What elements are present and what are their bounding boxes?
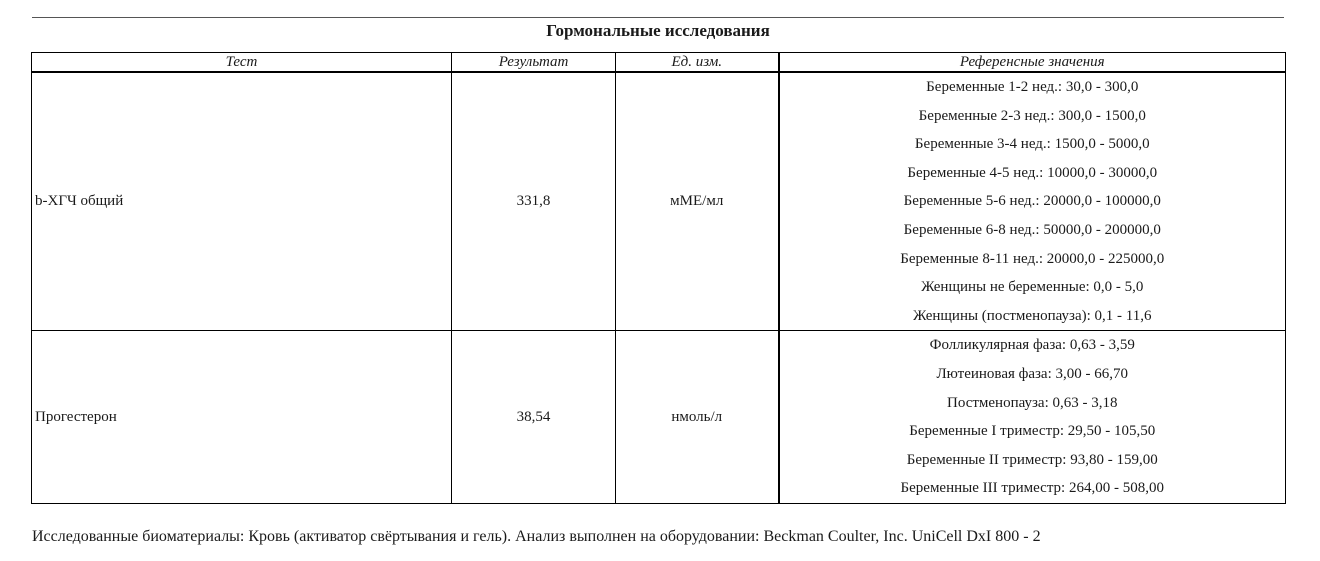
table-row — [32, 331, 1286, 504]
header-reference: Референсные значения — [779, 53, 1286, 73]
reference-line: Беременные II триместр: 93,80 - 159,00 — [906, 451, 1158, 468]
footer-note: Исследованные биоматериалы: Кровь (активатор свёртывания и гель). Анализ выполнен на оборудовании: Beckman Coulter, Inc. UniCell DxI 800 - 2 — [32, 528, 1041, 545]
reference-line: Женщины (постменопауза): 0,1 - 11,6 — [913, 307, 1152, 324]
reference-line: Женщины не беременные: 0,0 - 5,0 — [921, 279, 1144, 296]
reference-line: Постменопауза: 0,63 - 3,18 — [946, 394, 1118, 411]
test-name: b-ХГЧ общий — [32, 72, 452, 331]
reference-line: Лютеиновая фаза: 3,00 - 66,70 — [936, 365, 1128, 382]
unit-value: мМЕ/мл — [616, 72, 779, 331]
results-table — [31, 52, 1286, 504]
reference-line: Беременные 6-8 нед.: 50000,0 - 200000,0 — [903, 221, 1161, 238]
reference-line: Беременные 3-4 нед.: 1500,0 - 5000,0 — [914, 136, 1150, 153]
reference-line: Беременные 4-5 нед.: 10000,0 - 30000,0 — [907, 164, 1158, 181]
reference-line: Беременные 8-11 нед.: 20000,0 - 225000,0 — [900, 250, 1165, 267]
table-row — [32, 72, 1286, 331]
result-value: 38,54 — [452, 331, 616, 504]
reference-values — [779, 72, 1286, 331]
result-value: 331,8 — [452, 72, 616, 331]
table-header-row — [32, 53, 1286, 73]
reference-values — [779, 331, 1286, 504]
reference-line: Фолликулярная фаза: 0,63 - 3,59 — [929, 337, 1135, 354]
header-result: Результат — [452, 53, 616, 73]
reference-line: Беременные 5-6 нед.: 20000,0 - 100000,0 — [903, 193, 1161, 210]
header-test: Тест — [32, 53, 452, 73]
test-name: Прогестерон — [32, 331, 452, 504]
reference-line: Беременные III триместр: 264,00 - 508,00 — [900, 480, 1164, 497]
section-title: Гормональные исследования — [546, 21, 770, 40]
reference-line: Беременные 2-3 нед.: 300,0 - 1500,0 — [918, 107, 1146, 124]
unit-value: нмоль/л — [616, 331, 779, 504]
reference-line: Беременные I триместр: 29,50 - 105,50 — [909, 423, 1156, 440]
header-unit: Ед. изм. — [616, 53, 779, 73]
top-divider — [32, 17, 1284, 18]
reference-line: Беременные 1-2 нед.: 30,0 - 300,0 — [926, 79, 1139, 95]
